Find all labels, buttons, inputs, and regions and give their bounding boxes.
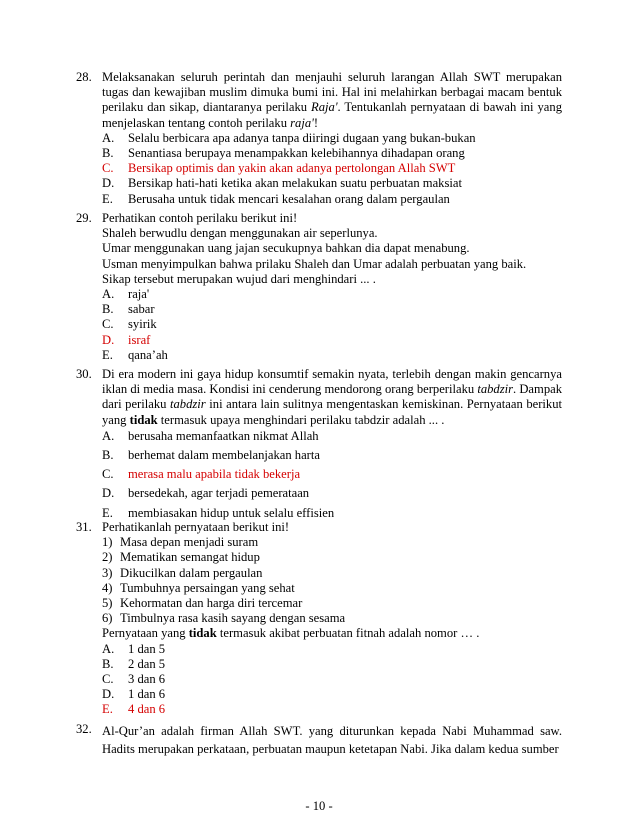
option-d-answer[interactable]: D. israf xyxy=(102,332,151,347)
option-b[interactable]: B. Senantiasa berupaya menampakkan kelebihannya dihadapan orang xyxy=(102,146,465,161)
page-number: - 10 - xyxy=(305,799,333,813)
question-number: 32. xyxy=(76,722,92,736)
question-number: 28. xyxy=(76,70,92,84)
option-a[interactable]: A. berusaha memanfaatkan nikmat Allah xyxy=(102,428,319,443)
option-e-answer[interactable]: E. 4 dan 6 xyxy=(102,702,166,717)
question-32 xyxy=(76,722,562,758)
question-number: 31. xyxy=(76,520,92,534)
question-28 xyxy=(76,70,562,207)
question-line: Perhatikan contoh perilaku berikut ini! xyxy=(102,211,298,225)
option-e[interactable]: E. Berusaha untuk tidak mencari kesalahan orang dalam pergaulan xyxy=(102,191,450,206)
question-31 xyxy=(76,520,562,718)
question-line: Umar menggunakan uang jajan secukupnya bahkan dia dapat menabung. xyxy=(102,241,470,256)
option-b[interactable]: B. berhemat dalam membelanjakan harta xyxy=(102,448,320,463)
question-line: Usman menyimpulkan bahwa prilaku Shaleh dan Umar adalah perbuatan yang baik. xyxy=(102,256,527,271)
option-e[interactable]: E. membiasakan hidup untuk selalu effisien xyxy=(102,505,335,520)
statement-item: 5) Kehormatan dan harga diri tercemar xyxy=(102,596,303,611)
option-d[interactable]: D. Bersikap hati-hati ketika akan melakukan suatu perbuatan maksiat xyxy=(102,176,462,191)
option-d[interactable]: D. bersedekah, agar terjadi pemerataan xyxy=(102,486,310,501)
question-line: Shaleh berwudlu dengan menggunakan air seperlunya. xyxy=(102,226,378,241)
option-a[interactable]: A. 1 dan 5 xyxy=(102,641,166,656)
option-b[interactable]: B. sabar xyxy=(102,302,155,317)
question-prompt: Pernyataan yang tidak termasuk akibat perbuatan fitnah adalah nomor … . xyxy=(102,626,480,641)
option-a[interactable]: A. Selalu berbicara apa adanya tanpa diiringi dugaan yang bukan-bukan xyxy=(102,130,476,145)
question-number: 29. xyxy=(76,211,92,225)
option-c[interactable]: C. 3 dan 6 xyxy=(102,672,166,687)
question-text: Di era modern ini gaya hidup konsumtif semakin nyata, terlebih dengan makin gencarnya iklan di media masa. Kondisi ini cenderung mendorong orang berperilaku tabdzir. Dampak dari perilaku tabdzir ini antara lain sulitnya mengentaskan kemiskinan. Pernyataan berikut yang tidak termasuk upaya menghindari perilaku tabdzir adalah ... . xyxy=(102,367,562,427)
option-e[interactable]: E. qana’ah xyxy=(102,347,168,362)
question-30 xyxy=(76,367,562,525)
statement-item: 6) Timbulnya rasa kasih sayang dengan sesama xyxy=(102,611,346,626)
option-d[interactable]: D. 1 dan 6 xyxy=(102,687,166,702)
statement-item: 2) Mematikan semangat hidup xyxy=(102,550,260,565)
statement-item: 1) Masa depan menjadi suram xyxy=(102,535,259,550)
question-number: 30. xyxy=(76,367,92,381)
question-intro: Perhatikanlah pernyataan berikut ini! xyxy=(102,520,290,534)
option-b[interactable]: B. 2 dan 5 xyxy=(102,656,166,671)
option-c[interactable]: C. syirik xyxy=(102,317,157,332)
question-29 xyxy=(76,211,562,363)
option-a[interactable]: A. raja' xyxy=(102,287,150,302)
statement-item: 3) Dikucilkan dalam pergaulan xyxy=(102,565,263,580)
question-text: Melaksanakan seluruh perintah dan menjauhi seluruh larangan Allah SWT merupakan tugas dan kewajiban muslim dimuka bumi ini. Hal ini melahirkan berbagai macam bentuk perilaku dan sikap, diantaranya perilaku Raja'. Tentukanlah pernyataan di bawah ini yang menjelaskan tentang contoh perilaku raja'! xyxy=(102,70,562,130)
statement-item: 4) Tumbuhnya persaingan yang sehat xyxy=(102,580,295,595)
option-c-answer[interactable]: C. merasa malu apabila tidak bekerja xyxy=(102,467,301,482)
question-line: Sikap tersebut merupakan wujud dari menghindari ... . xyxy=(102,271,376,286)
option-c-answer[interactable]: C. Bersikap optimis dan yakin akan adanya pertolongan Allah SWT xyxy=(102,161,456,176)
question-text: Al-Qur’an adalah firman Allah SWT. yang diturunkan kepada Nabi Muhammad saw. Hadits merupakan perkataan, perbuatan maupun ketetapan Nabi. Jika dalam kedua sumber xyxy=(102,724,562,756)
